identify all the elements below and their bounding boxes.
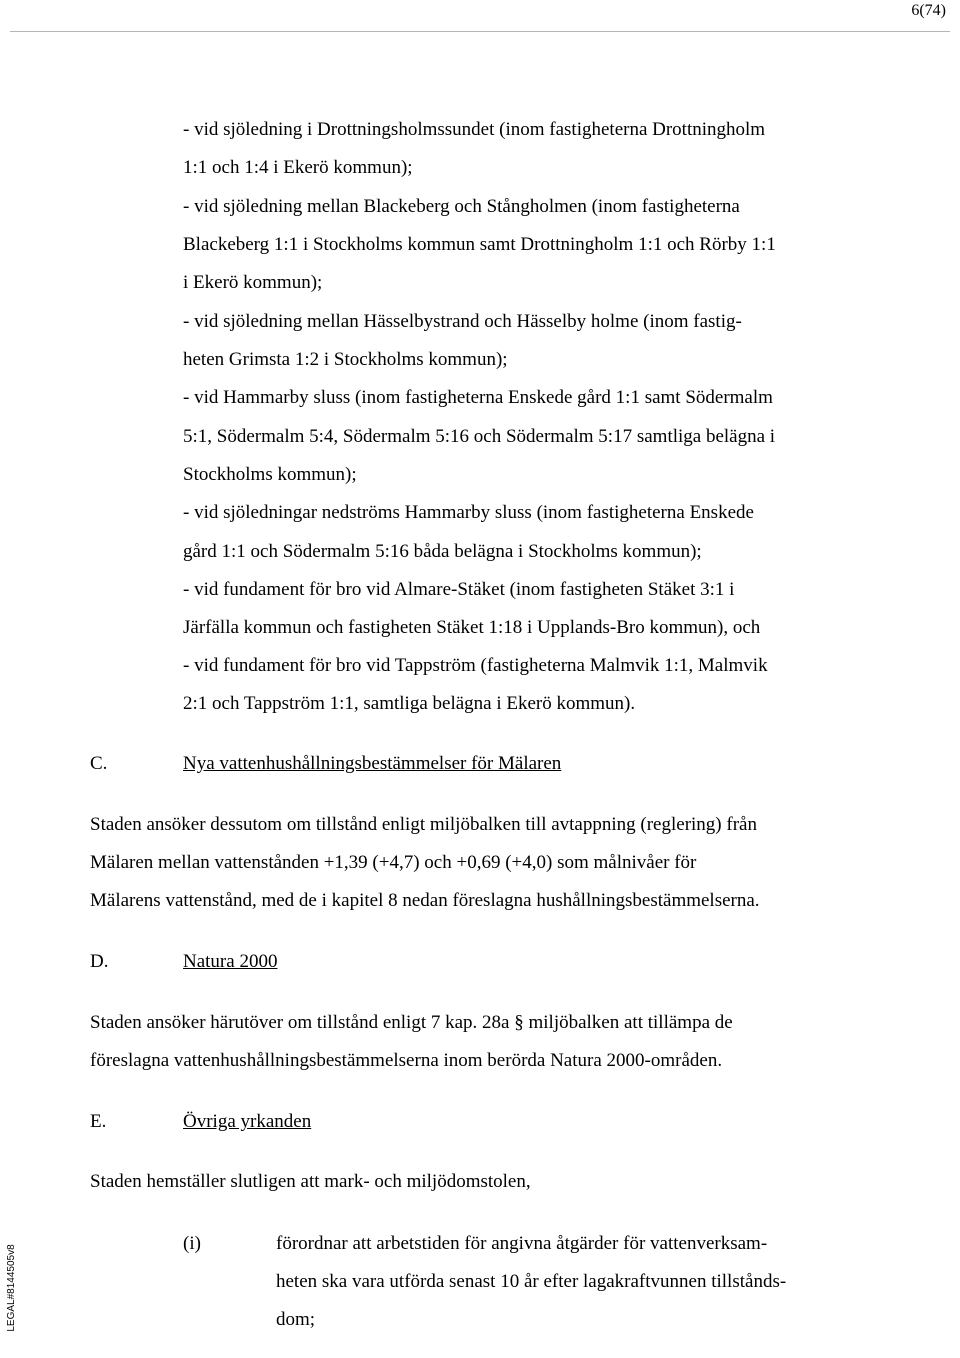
list-line: 2:1 och Tappström 1:1, samtliga belägna i Ekerö kommun). <box>183 693 636 714</box>
list-line: - vid sjöledning i Drottningsholmssundet (inom fastigheterna Drottningholm <box>183 119 766 140</box>
list-line: - vid sjöledningar nedströms Hammarby sluss (inom fastigheterna Enskede <box>183 502 754 523</box>
paragraph-line: Staden ansöker dessutom om tillstånd enligt miljöbalken till avtappning (reglering) från <box>90 814 757 835</box>
list-line: 5:1, Södermalm 5:4, Södermalm 5:16 och Södermalm 5:17 samtliga belägna i <box>183 426 776 447</box>
section-c-title: Nya vattenhushållningsbestämmelser för Mälaren <box>183 753 562 774</box>
list-line: - vid fundament för bro vid Almare-Stäket (inom fastigheten Stäket 3:1 i <box>183 579 735 600</box>
paragraph-line: Staden hemställer slutligen att mark- och miljödomstolen, <box>90 1171 531 1192</box>
section-d-title: Natura 2000 <box>183 951 278 972</box>
list-line: Järfälla kommun och fastigheten Stäket 1:18 i Upplands-Bro kommun), och <box>183 617 761 638</box>
list-line: gård 1:1 och Södermalm 5:16 båda belägna i Stockholms kommun); <box>183 541 702 562</box>
document-id-label: LEGAL#8144505v8 <box>6 1244 17 1332</box>
header-divider <box>10 31 950 32</box>
list-line: Blackeberg 1:1 i Stockholms kommun samt Drottningholm 1:1 och Rörby 1:1 <box>183 234 776 255</box>
list-line: heten Grimsta 1:2 i Stockholms kommun); <box>183 349 508 370</box>
list-line: i Ekerö kommun); <box>183 272 323 293</box>
paragraph-line: Mälarens vattenstånd, med de i kapitel 8 nedan föreslagna hushållningsbestämmelserna. <box>90 890 760 911</box>
list-line: - vid fundament för bro vid Tappström (fastigheterna Malmvik 1:1, Malmvik <box>183 655 768 676</box>
list-item-line: dom; <box>276 1309 316 1330</box>
list-line: - vid sjöledning mellan Blackeberg och Stångholmen (inom fastigheterna <box>183 196 740 217</box>
paragraph-line: föreslagna vattenhushållningsbestämmelserna inom berörda Natura 2000-områden. <box>90 1050 723 1071</box>
list-line: 1:1 och 1:4 i Ekerö kommun); <box>183 157 413 178</box>
page-number: 6(74) <box>911 2 946 19</box>
paragraph-line: Mälaren mellan vattenstånden +1,39 (+4,7) och +0,69 (+4,0) som målnivåer för <box>90 852 697 873</box>
list-item-line: heten ska vara utförda senast 10 år efter lagakraftvunnen tillstånds- <box>276 1271 787 1292</box>
section-e-title: Övriga yrkanden <box>183 1111 312 1132</box>
list-line: Stockholms kommun); <box>183 464 357 485</box>
list-line: - vid Hammarby sluss (inom fastigheterna Enskede gård 1:1 samt Södermalm <box>183 387 773 408</box>
section-c-letter: C. <box>90 753 108 774</box>
list-marker: (i) <box>183 1233 201 1254</box>
paragraph-line: Staden ansöker härutöver om tillstånd enligt 7 kap. 28a § miljöbalken att tillämpa de <box>90 1012 733 1033</box>
list-line: - vid sjöledning mellan Hässelbystrand och Hässelby holme (inom fastig- <box>183 311 742 332</box>
section-d-letter: D. <box>90 951 109 972</box>
section-e-letter: E. <box>90 1111 107 1132</box>
list-item-line: förordnar att arbetstiden för angivna åtgärder för vattenverksam- <box>276 1233 768 1254</box>
